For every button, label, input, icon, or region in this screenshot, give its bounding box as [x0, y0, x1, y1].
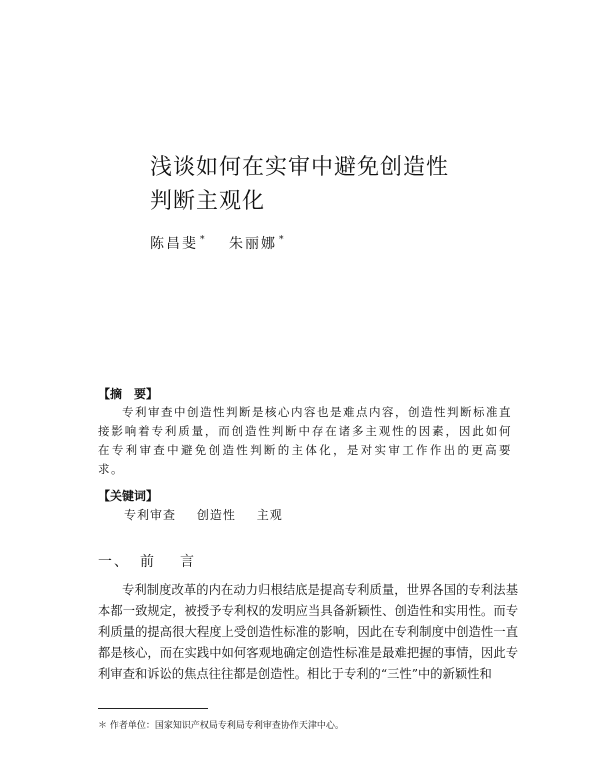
keyword-2: 创造性 — [196, 508, 236, 522]
body-paragraph: 专利制度改革的内在动力归根结底是提高专利质量，世界各国的专利法基本都一致规定，被授予专利权的发明应当具备新颖性、创造性和实用性。而专利质量的提高很大程度上受创造性标准的影响，因此在专利制度中创造性一直都是核心，而在实践中如何客观地确定创造性标准是最难把握的事情，因此专利审查和诉讼的焦点往往都是创造性。相比于专利的“三性”中的新颖性和 — [98, 583, 518, 681]
author-2 — [229, 236, 286, 252]
author-2-mark: * — [278, 235, 286, 246]
section-heading — [98, 551, 220, 571]
keywords-label: 【关键词】 — [98, 489, 159, 503]
footnote-divider — [98, 708, 208, 709]
keywords — [124, 506, 283, 523]
abstract-text: 专利审查中创造性判断是核心内容也是难点内容，创造性判断标准直接影响着专利质量，而创造性判断中存在诸多主观性的因素，因此如何在专利审查中避免创造性判断的主体化，是对实审工作作出的更高要求。 — [98, 405, 512, 476]
authors — [150, 233, 285, 253]
author-1-mark: * — [200, 235, 207, 246]
keyword-3: 主观 — [256, 508, 283, 522]
author-1-name: 陈昌斐 — [150, 236, 198, 252]
paper-title-line-2: 判断主观化 — [150, 189, 266, 214]
footnote: ＊ 作者单位：国家知识产权局专利局专利审查协作天津中心。 — [98, 721, 344, 731]
keyword-1: 专利审查 — [124, 508, 177, 522]
section-title: 前言 — [140, 554, 220, 570]
paper-title-line-1: 浅谈如何在实审中避免创造性 — [150, 155, 450, 180]
author-1 — [150, 236, 207, 252]
author-2-name: 朱丽娜 — [228, 236, 277, 252]
abstract-label: 【摘 要】 — [98, 387, 159, 401]
section-number: 一、 — [98, 554, 130, 570]
